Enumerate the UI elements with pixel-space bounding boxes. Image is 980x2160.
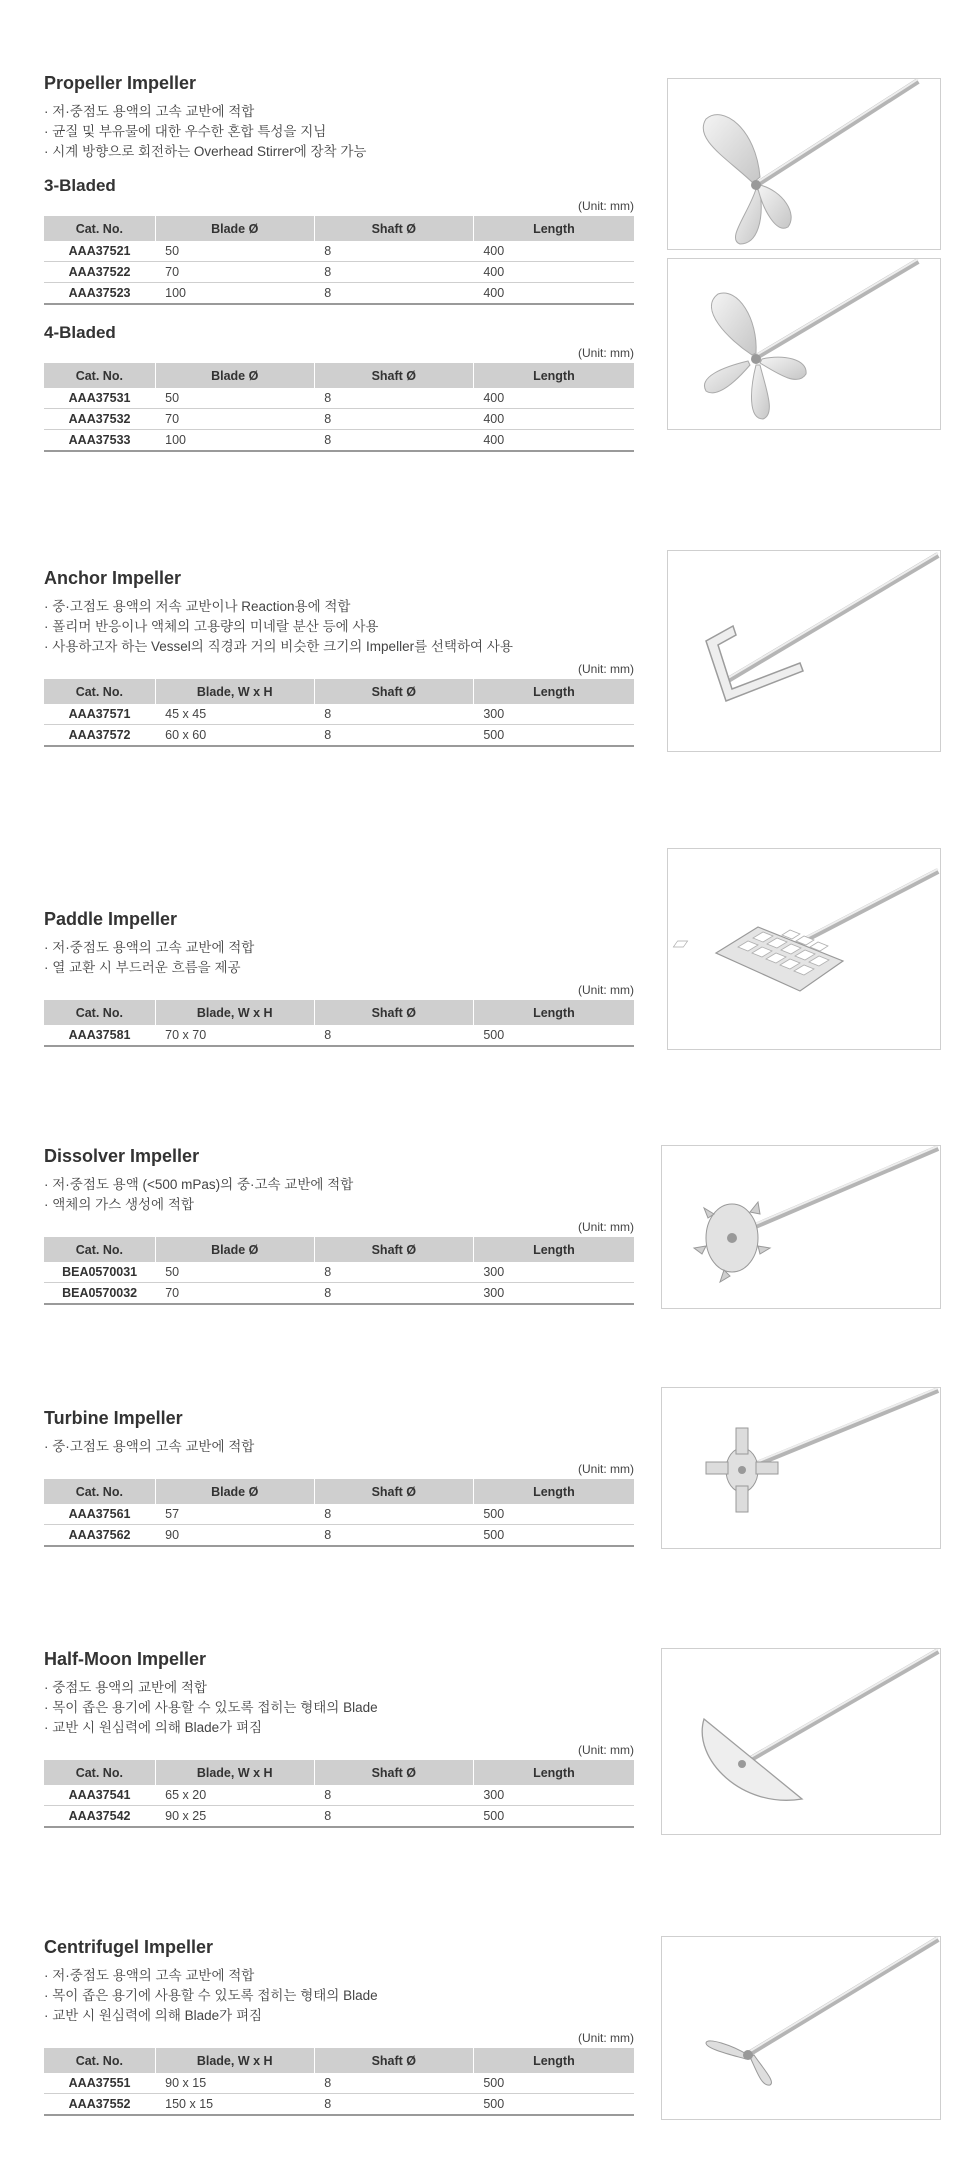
cell-shaft: 8 <box>314 1283 473 1305</box>
feature-item: · 균질 및 부유물에 대한 우수한 혼합 특성을 지님 <box>44 124 327 139</box>
table-header-row <box>44 1237 634 1262</box>
cell-blade: 65 x 20 <box>155 1785 314 1806</box>
section-title: Half-Moon Impeller <box>44 1649 207 1669</box>
cell-blade: 50 <box>155 388 314 409</box>
cell-shaft: 8 <box>314 2094 473 2116</box>
propeller-3-blade-photo <box>667 78 941 250</box>
cell-cat: AAA37571 <box>44 704 155 725</box>
cell-shaft: 8 <box>314 262 473 283</box>
table-row <box>44 241 634 262</box>
col-shaft: Shaft Ø <box>314 1237 473 1262</box>
col-shaft: Shaft Ø <box>314 1479 473 1504</box>
col-shaft: Shaft Ø <box>314 363 473 388</box>
spec-table <box>44 216 634 305</box>
anchor-section <box>44 567 634 747</box>
cell-cat: AAA37552 <box>44 2094 155 2116</box>
col-cat: Cat. No. <box>44 679 155 704</box>
col-length: Length <box>473 1479 634 1504</box>
col-shaft: Shaft Ø <box>314 679 473 704</box>
feature-item: · 시계 방향으로 회전하는 Overhead Stirrer에 장착 가능 <box>44 144 367 159</box>
cell-blade: 70 <box>155 1283 314 1305</box>
col-shaft: Shaft Ø <box>314 2048 473 2073</box>
table-header-row <box>44 1000 634 1025</box>
section-title: Anchor Impeller <box>44 568 182 588</box>
cell-blade: 150 x 15 <box>155 2094 314 2116</box>
feature-list <box>44 938 634 978</box>
cell-shaft: 8 <box>314 388 473 409</box>
cell-cat: AAA37561 <box>44 1504 155 1525</box>
spec-table <box>44 1237 634 1305</box>
col-blade: Blade Ø <box>155 363 314 388</box>
cell-shaft: 8 <box>314 1262 473 1283</box>
feature-item: · 목이 좁은 용기에 사용할 수 있도록 접히는 형태의 Blade <box>44 1700 378 1715</box>
cell-length: 500 <box>473 1504 634 1525</box>
table-row <box>44 409 634 430</box>
centrifugel-section <box>44 1936 634 2116</box>
col-length: Length <box>473 1000 634 1025</box>
cell-length: 300 <box>473 1785 634 1806</box>
feature-item: · 저·중점도 용액의 고속 교반에 적합 <box>44 1968 255 1983</box>
spec-table <box>44 2048 634 2116</box>
cell-length: 500 <box>473 1025 634 1046</box>
spec-table <box>44 1000 634 1047</box>
cell-length: 400 <box>473 409 634 430</box>
cell-blade: 90 x 25 <box>155 1806 314 1828</box>
table-row <box>44 1785 634 1806</box>
cell-shaft: 8 <box>314 704 473 725</box>
feature-item: · 저·중점도 용액의 고속 교반에 적합 <box>44 104 255 119</box>
col-length: Length <box>473 363 634 388</box>
paddle-impeller-photo <box>667 848 941 1050</box>
cell-blade: 50 <box>155 1262 314 1283</box>
section-title: Dissolver Impeller <box>44 1146 200 1166</box>
feature-item: · 교반 시 원심력에 의해 Blade가 펴짐 <box>44 1720 263 1735</box>
col-blade: Blade, W x H <box>155 1000 314 1025</box>
cell-blade: 45 x 45 <box>155 704 314 725</box>
feature-list <box>44 1966 634 2026</box>
cell-shaft: 8 <box>314 725 473 747</box>
cell-length: 500 <box>473 725 634 747</box>
cell-shaft: 8 <box>314 2073 473 2094</box>
cell-cat: BEA0570032 <box>44 1283 155 1305</box>
dissolver-impeller-photo <box>661 1145 941 1309</box>
unit-label: (Unit: mm) <box>578 1220 634 1234</box>
cell-length: 400 <box>473 430 634 452</box>
cell-length: 500 <box>473 1525 634 1547</box>
cell-cat: AAA37533 <box>44 430 155 452</box>
table-row <box>44 1504 634 1525</box>
feature-item: · 중·고점도 용액의 저속 교반이나 Reaction용에 적합 <box>44 599 351 614</box>
section-title: Centrifugel Impeller <box>44 1937 214 1957</box>
col-blade: Blade, W x H <box>155 679 314 704</box>
spec-table <box>44 1479 634 1547</box>
cell-cat: AAA37551 <box>44 2073 155 2094</box>
centrifugel-impeller-photo <box>661 1936 941 2120</box>
table-row <box>44 1262 634 1283</box>
cell-length: 500 <box>473 1806 634 1828</box>
table-header-row <box>44 1760 634 1785</box>
dissolver-section <box>44 1145 634 1305</box>
subsection-title: 3-Bladed <box>44 176 116 195</box>
cell-shaft: 8 <box>314 241 473 262</box>
feature-list <box>44 1678 634 1738</box>
table-header-row <box>44 1479 634 1504</box>
table-row <box>44 388 634 409</box>
table-row <box>44 725 634 747</box>
col-cat: Cat. No. <box>44 1237 155 1262</box>
cell-cat: AAA37541 <box>44 1785 155 1806</box>
cell-shaft: 8 <box>314 1806 473 1828</box>
cell-blade: 90 <box>155 1525 314 1547</box>
cell-length: 300 <box>473 704 634 725</box>
turbine-impeller-photo <box>661 1387 941 1549</box>
feature-item: · 사용하고자 하는 Vessel의 직경과 거의 비슷한 크기의 Impeller를 선택하여 사용 <box>44 639 513 654</box>
table-row <box>44 1525 634 1547</box>
cell-cat: AAA37562 <box>44 1525 155 1547</box>
cell-blade: 90 x 15 <box>155 2073 314 2094</box>
cell-blade: 50 <box>155 241 314 262</box>
table-row <box>44 2094 634 2116</box>
cell-blade: 70 <box>155 409 314 430</box>
cell-cat: AAA37523 <box>44 283 155 305</box>
unit-label: (Unit: mm) <box>578 662 634 676</box>
cell-cat: AAA37532 <box>44 409 155 430</box>
col-blade: Blade Ø <box>155 216 314 241</box>
cell-shaft: 8 <box>314 430 473 452</box>
col-blade: Blade Ø <box>155 1237 314 1262</box>
feature-item: · 저·중점도 용액 (<500 mPas)의 중·고속 교반에 적합 <box>44 1177 354 1192</box>
propeller-4-blade-photo <box>667 258 941 430</box>
col-cat: Cat. No. <box>44 363 155 388</box>
table-row <box>44 2073 634 2094</box>
col-length: Length <box>473 2048 634 2073</box>
halfmoon-impeller-photo <box>661 1648 941 1835</box>
anchor-impeller-photo <box>667 550 941 752</box>
cell-shaft: 8 <box>314 1025 473 1046</box>
table-row <box>44 1025 634 1046</box>
feature-item: · 열 교환 시 부드러운 흐름을 제공 <box>44 960 241 975</box>
cell-shaft: 8 <box>314 283 473 305</box>
turbine-section <box>44 1407 634 1547</box>
table-row <box>44 1806 634 1828</box>
table-row <box>44 704 634 725</box>
cell-blade: 70 x 70 <box>155 1025 314 1046</box>
section-title: Turbine Impeller <box>44 1408 183 1428</box>
col-length: Length <box>473 1760 634 1785</box>
cell-blade: 60 x 60 <box>155 725 314 747</box>
unit-label: (Unit: mm) <box>578 346 634 360</box>
col-cat: Cat. No. <box>44 1479 155 1504</box>
cell-length: 400 <box>473 241 634 262</box>
feature-list <box>44 102 634 162</box>
cell-length: 400 <box>473 283 634 305</box>
cell-length: 500 <box>473 2094 634 2116</box>
feature-list <box>44 1437 634 1457</box>
unit-label: (Unit: mm) <box>578 983 634 997</box>
cell-shaft: 8 <box>314 1525 473 1547</box>
feature-item: · 중점도 용액의 교반에 적합 <box>44 1680 207 1695</box>
col-cat: Cat. No. <box>44 1000 155 1025</box>
cell-cat: AAA37521 <box>44 241 155 262</box>
col-cat: Cat. No. <box>44 1760 155 1785</box>
unit-label: (Unit: mm) <box>578 199 634 213</box>
cell-cat: AAA37531 <box>44 388 155 409</box>
col-length: Length <box>473 216 634 241</box>
spec-table <box>44 1760 634 1828</box>
feature-item: · 목이 좁은 용기에 사용할 수 있도록 접히는 형태의 Blade <box>44 1988 378 2003</box>
col-blade: Blade, W x H <box>155 2048 314 2073</box>
table-header-row <box>44 363 634 388</box>
feature-list <box>44 597 634 657</box>
subsection-title: 4-Bladed <box>44 323 116 342</box>
feature-list <box>44 1175 634 1215</box>
section-title: Propeller Impeller <box>44 73 197 93</box>
table-header-row <box>44 2048 634 2073</box>
col-length: Length <box>473 1237 634 1262</box>
col-cat: Cat. No. <box>44 2048 155 2073</box>
col-shaft: Shaft Ø <box>314 216 473 241</box>
cell-cat: AAA37572 <box>44 725 155 747</box>
cell-length: 500 <box>473 2073 634 2094</box>
feature-item: · 폴리머 반응이나 액체의 고용량의 미네랄 분산 등에 사용 <box>44 619 379 634</box>
cell-cat: AAA37522 <box>44 262 155 283</box>
col-shaft: Shaft Ø <box>314 1760 473 1785</box>
col-shaft: Shaft Ø <box>314 1000 473 1025</box>
col-blade: Blade, W x H <box>155 1760 314 1785</box>
col-length: Length <box>473 679 634 704</box>
propeller-section <box>44 72 634 452</box>
cell-blade: 70 <box>155 262 314 283</box>
cell-cat: AAA37581 <box>44 1025 155 1046</box>
cell-length: 300 <box>473 1262 634 1283</box>
cell-shaft: 8 <box>314 1785 473 1806</box>
feature-item: · 액체의 가스 생성에 적합 <box>44 1197 194 1212</box>
table-row <box>44 430 634 452</box>
feature-item: · 저·중점도 용액의 고속 교반에 적합 <box>44 940 255 955</box>
cell-shaft: 8 <box>314 409 473 430</box>
paddle-section <box>44 908 634 1047</box>
feature-item: · 교반 시 원심력에 의해 Blade가 펴짐 <box>44 2008 263 2023</box>
cell-blade: 100 <box>155 283 314 305</box>
spec-table <box>44 363 634 452</box>
table-row <box>44 1283 634 1305</box>
cell-length: 400 <box>473 262 634 283</box>
table-header-row <box>44 216 634 241</box>
halfmoon-section <box>44 1648 634 1828</box>
cell-blade: 57 <box>155 1504 314 1525</box>
spec-table <box>44 679 634 747</box>
cell-length: 400 <box>473 388 634 409</box>
cell-length: 300 <box>473 1283 634 1305</box>
cell-cat: BEA0570031 <box>44 1262 155 1283</box>
table-row <box>44 283 634 305</box>
cell-shaft: 8 <box>314 1504 473 1525</box>
col-blade: Blade Ø <box>155 1479 314 1504</box>
table-row <box>44 262 634 283</box>
section-title: Paddle Impeller <box>44 909 178 929</box>
unit-label: (Unit: mm) <box>578 1462 634 1476</box>
cell-cat: AAA37542 <box>44 1806 155 1828</box>
unit-label: (Unit: mm) <box>578 2031 634 2045</box>
feature-item: · 중·고점도 용액의 고속 교반에 적합 <box>44 1439 255 1454</box>
col-cat: Cat. No. <box>44 216 155 241</box>
cell-blade: 100 <box>155 430 314 452</box>
table-header-row <box>44 679 634 704</box>
unit-label: (Unit: mm) <box>578 1743 634 1757</box>
